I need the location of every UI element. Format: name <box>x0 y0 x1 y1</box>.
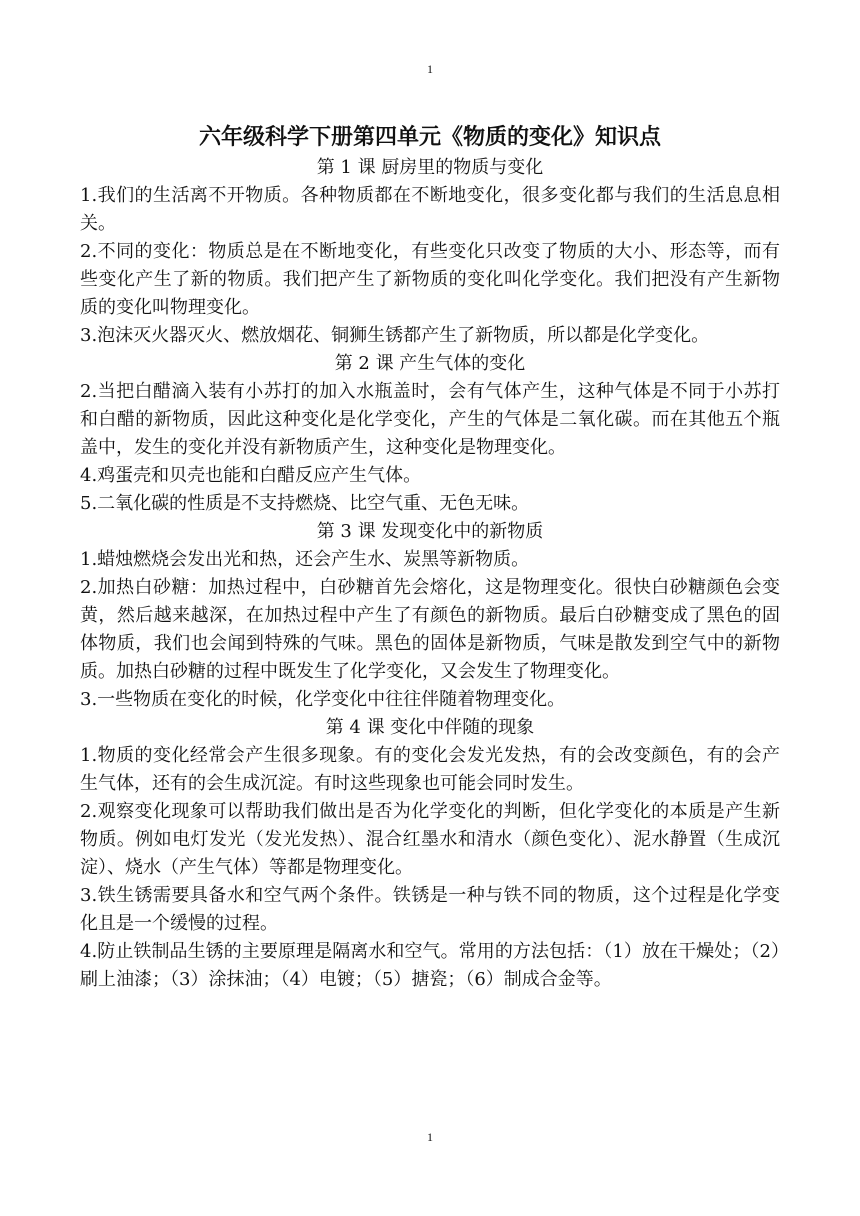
lesson-heading: 第 3 课 发现变化中的新物质 <box>316 521 544 542</box>
knowledge-point: 3.一些物质在变化的时候，化学变化中往往伴随着物理变化。 <box>80 689 566 710</box>
knowledge-point: 2.加热白砂糖：加热过程中，白砂糖首先会熔化，这是物理变化。很快白砂糖颜色会变黄，然后越来越深，在加热过程中产生了有颜色的新物质。最后白砂糖变成了黑色的固体物质，我们也会闻到特殊的气味。黑色的固体是新物质，气味是散发到空气中的新物质。加热白砂糖的过程中既发生了化学变化，又会发生了物理变化。 <box>80 577 780 682</box>
page-number-bottom: 1 <box>427 1130 433 1144</box>
knowledge-point: 5.二氧化碳的性质是不支持燃烧、比空气重、无色无味。 <box>80 493 530 514</box>
knowledge-point: 2.不同的变化：物质总是在不断地变化，有些变化只改变了物质的大小、形态等，而有些变化产生了新的物质。我们把产生了新物质的变化叫化学变化。我们把没有产生新物质的变化叫物理变化。 <box>80 241 780 318</box>
lesson-3 <box>80 518 780 714</box>
knowledge-point: 4.防止铁制品生锈的主要原理是隔离水和空气。常用的方法包括：（1）放在干燥处；（2）刷上油漆；（3）涂抹油；（4）电镀；（5）搪瓷；（6）制成合金等。 <box>80 941 780 990</box>
lesson-2 <box>80 350 780 518</box>
document-body <box>80 120 780 994</box>
lesson-heading: 第 2 课 产生气体的变化 <box>334 353 526 374</box>
lesson-4 <box>80 714 780 994</box>
knowledge-point: 1.蜡烛燃烧会发出光和热，还会产生水、炭黑等新物质。 <box>80 549 530 570</box>
knowledge-point: 1.我们的生活离不开物质。各种物质都在不断地变化，很多变化都与我们的生活息息相关。 <box>80 185 780 234</box>
knowledge-point: 2.当把白醋滴入装有小苏打的加入水瓶盖时，会有气体产生，这种气体是不同于小苏打和白醋的新物质，因此这种变化是化学变化，产生的气体是二氧化碳。而在其他五个瓶盖中，发生的变化并没有新物质产生，这种变化是物理变化。 <box>80 381 780 458</box>
lesson-heading: 第 1 课 厨房里的物质与变化 <box>316 157 544 178</box>
lesson-heading: 第 4 课 变化中伴随的现象 <box>325 717 535 738</box>
lesson-1 <box>80 154 780 350</box>
document-title: 六年级科学下册第四单元《物质的变化》知识点 <box>198 124 661 150</box>
page-number-top: 1 <box>427 62 433 76</box>
knowledge-point: 4.鸡蛋壳和贝壳也能和白醋反应产生气体。 <box>80 465 422 486</box>
knowledge-point: 3.铁生锈需要具备水和空气两个条件。铁锈是一种与铁不同的物质，这个过程是化学变化且是一个缓慢的过程。 <box>80 885 780 934</box>
knowledge-point: 3.泡沫灭火器灭火、燃放烟花、铜狮生锈都产生了新物质，所以都是化学变化。 <box>80 325 710 346</box>
knowledge-point: 2.观察变化现象可以帮助我们做出是否为化学变化的判断，但化学变化的本质是产生新物质。例如电灯发光（发光发热）、混合红墨水和清水（颜色变化）、泥水静置（生成沉淀）、烧水（产生气体）等都是物理变化。 <box>80 801 780 878</box>
knowledge-point: 1.物质的变化经常会产生很多现象。有的变化会发光发热，有的会改变颜色，有的会产生气体，还有的会生成沉淀。有时这些现象也可能会同时发生。 <box>80 745 780 794</box>
